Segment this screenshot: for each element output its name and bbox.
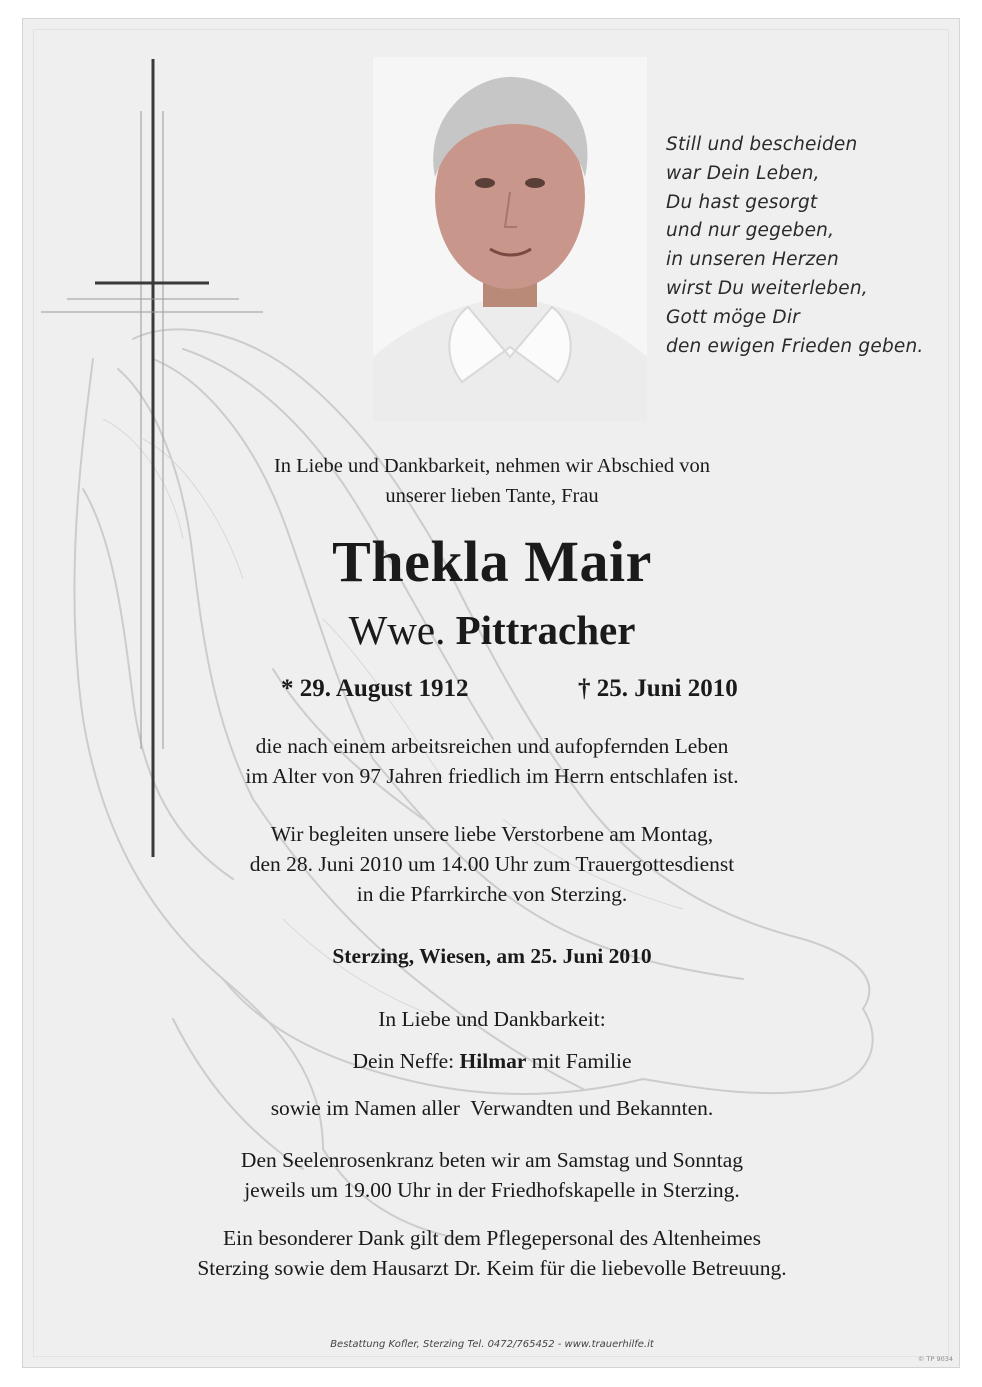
- poem-line: den ewigen Frieden geben.: [666, 335, 924, 357]
- special-thanks-line-2: Sterzing sowie dem Hausarzt Dr. Keim für die liebevolle Betreuung.: [197, 1256, 787, 1280]
- funeral-line-1: Wir begleiten unsere liebe Verstorbene am Montag,: [270, 822, 714, 846]
- widow-surname: Pittracher: [455, 607, 636, 653]
- passing-text: [23, 731, 960, 791]
- funeral-line-2: den 28. Juni 2010 um 14.00 Uhr zum Trauergottesdienst: [249, 852, 735, 876]
- passing-line-1: die nach einem arbeitsreichen und aufopfernden Leben: [255, 734, 729, 758]
- poem-line: wirst Du weiterleben,: [666, 277, 868, 299]
- obituary-sheet: [22, 18, 960, 1368]
- poem-line: war Dein Leben,: [666, 162, 820, 184]
- mourners-thanks: In Liebe und Dankbarkeit:: [378, 1007, 606, 1031]
- place-date: Sterzing, Wiesen, am 25. Juni 2010: [332, 944, 652, 968]
- intro-line-1: In Liebe und Dankbarkeit, nehmen wir Abschied von: [273, 455, 711, 477]
- rosary-line-1: Den Seelenrosenkranz beten wir am Samstag und Sonntag: [240, 1148, 744, 1172]
- intro-text: [23, 451, 960, 511]
- widow-prefix: Wwe.: [348, 607, 446, 653]
- death-date: † 25. Juni 2010: [578, 675, 738, 702]
- nephew-name: Hilmar: [459, 1049, 527, 1073]
- poem-line: in unseren Herzen: [666, 249, 839, 271]
- poem: [666, 131, 960, 361]
- nephew-suffix: mit Familie: [526, 1049, 632, 1073]
- passing-line-2: im Alter von 97 Jahren friedlich im Herrn entschlafen ist.: [245, 764, 739, 788]
- birth-date: * 29. August 1912: [281, 675, 469, 702]
- intro-line-2: unserer lieben Tante, Frau: [385, 485, 599, 507]
- portrait-photo: [373, 57, 647, 421]
- mourners-relatives: sowie im Namen aller Verwandten und Bekannten.: [270, 1096, 714, 1120]
- widow-name: [23, 604, 960, 656]
- deceased-name: Thekla Mair: [332, 529, 652, 594]
- funeral-line-3: in die Pfarrkirche von Sterzing.: [356, 882, 628, 906]
- rosary-line-2: jeweils um 19.00 Uhr in der Friedhofskapelle in Sterzing.: [244, 1178, 740, 1202]
- special-thanks-line-1: Ein besonderer Dank gilt dem Pflegepersonal des Altenheimes: [223, 1226, 761, 1250]
- poem-line: und nur gegeben,: [666, 220, 835, 242]
- funeral-text: [23, 819, 960, 909]
- template-code: © TP 9034: [917, 1355, 953, 1363]
- funeral-home-footer: Bestattung Kofler, Sterzing Tel. 0472/765452 - www.trauerhilfe.it: [330, 1339, 654, 1350]
- nephew-prefix: Dein Neffe:: [352, 1049, 460, 1073]
- poem-line: Still und bescheiden: [666, 134, 858, 155]
- mourners-nephew: [23, 1049, 960, 1074]
- rosary-text: [23, 1145, 960, 1205]
- poem-line: Du hast gesorgt: [666, 191, 818, 213]
- special-thanks-text: [23, 1223, 960, 1283]
- poem-line: Gott möge Dir: [666, 306, 800, 328]
